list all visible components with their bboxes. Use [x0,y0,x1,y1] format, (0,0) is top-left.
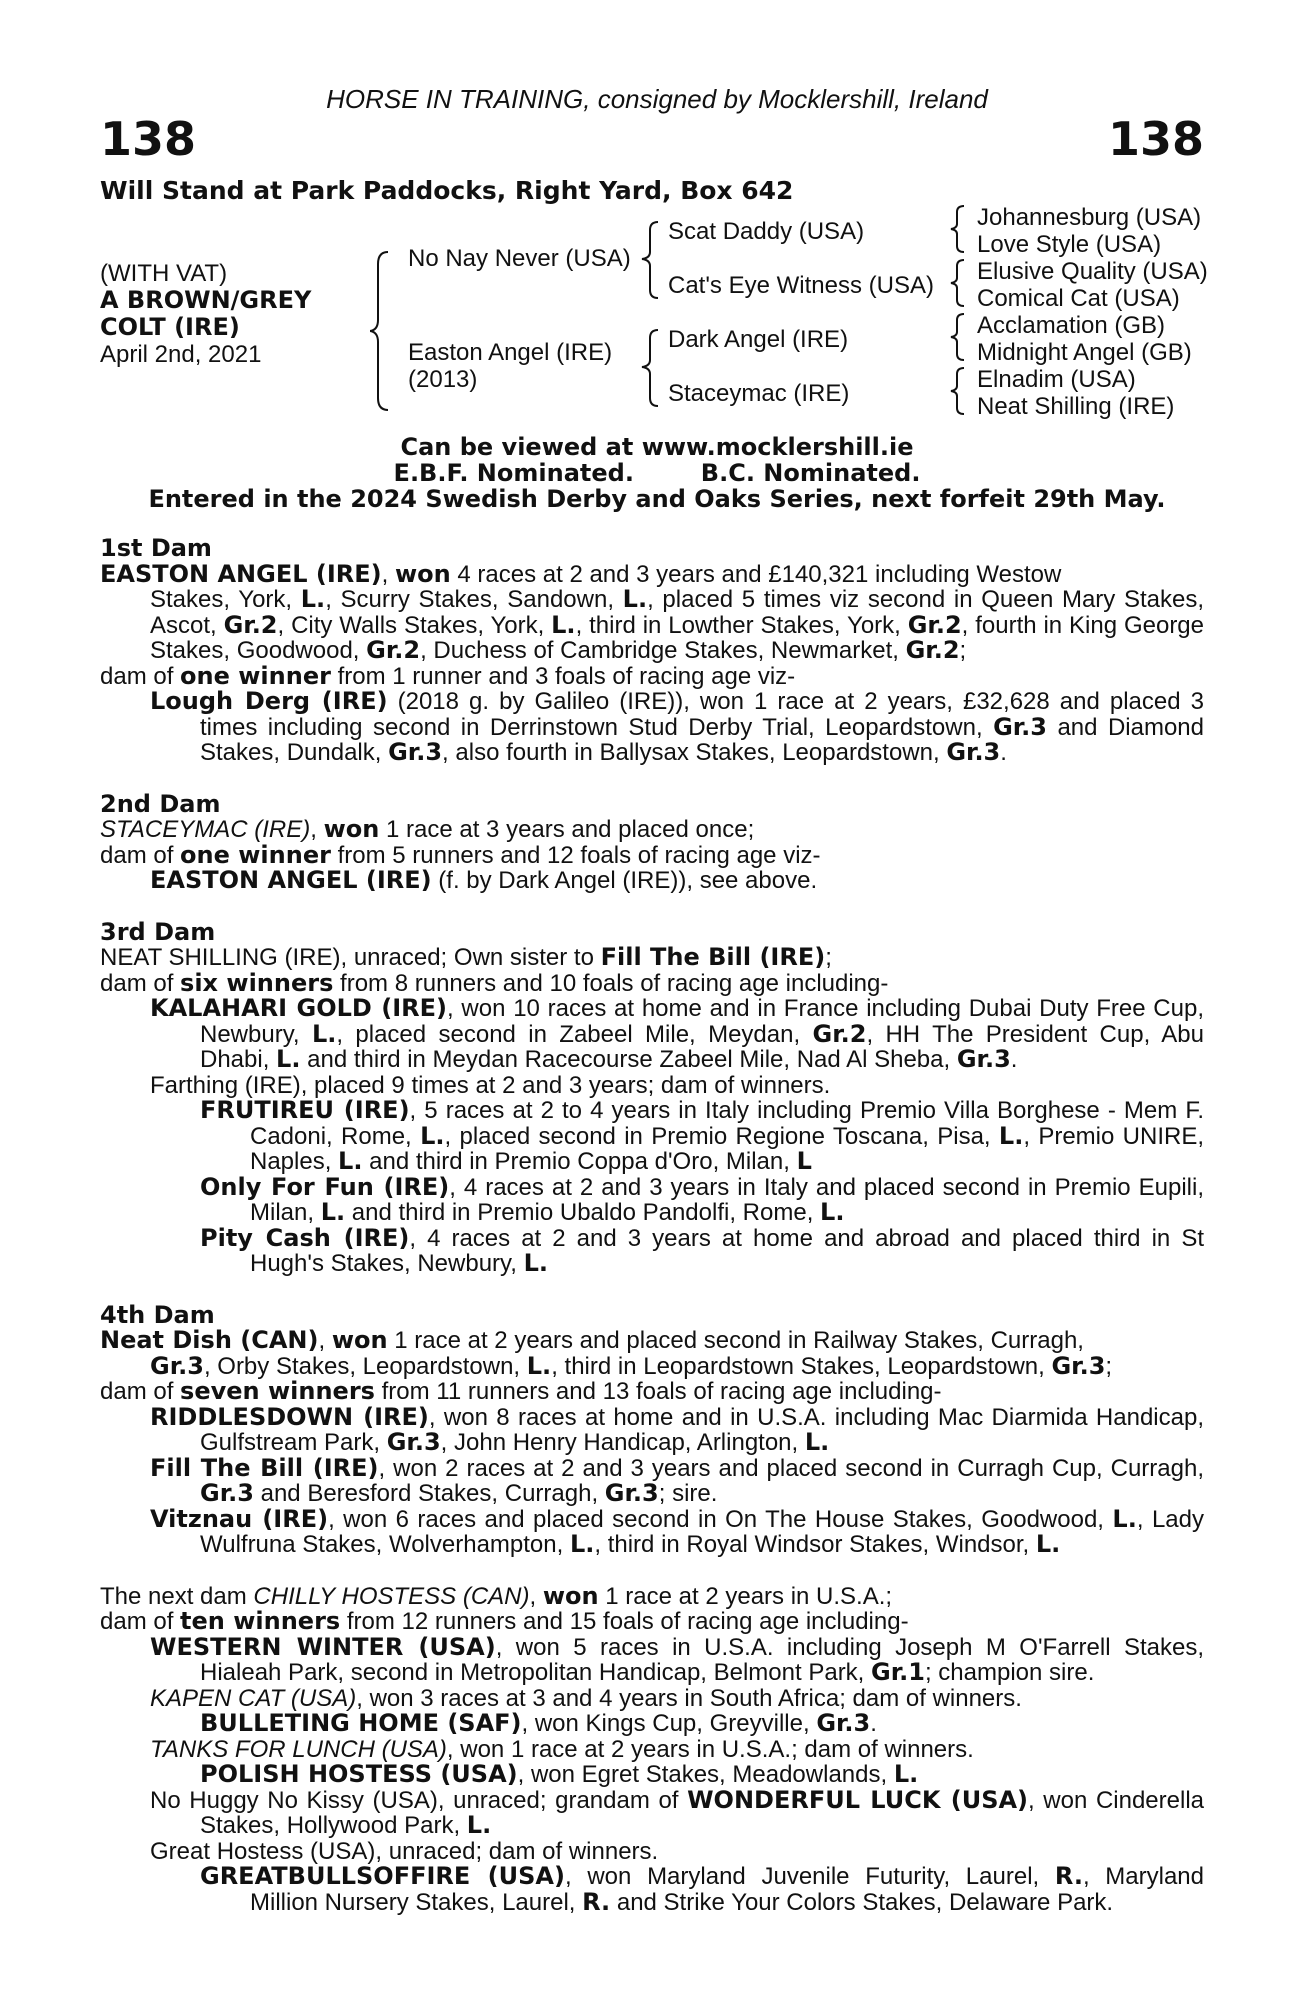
viewing-note: Can be viewed at www.mocklershill.ie [400,433,914,461]
produce-kalahari-gold: KALAHARI GOLD (IRE), won 10 races at home and in France including Dubai Duty Free Cup, Newbury, L., placed second in Zabeel Mile, Meydan, Gr.2, HH The President Cup, Abu Dhabi, L. and third in Meydan Racecourse Zabeel Mile, Nad Al Sheba, Gr.3. [150,994,1205,1073]
produce-farthing: Farthing (IRE), placed 9 times at 2 and 3 years; dam of winners. [150,1071,831,1099]
pedigree-g2: Love Style (USA) [977,231,1162,258]
second-dam-line: STACEYMAC (IRE), won 1 race at 3 years and placed once; [100,815,755,843]
produce-kapen-cat: KAPEN CAT (USA), won 3 races at 3 and 4 years in South Africa; dam of winners. [150,1684,1022,1712]
fourth-dam-section [100,1300,1204,1558]
pedigree-sire-sire: Scat Daddy (USA) [668,218,865,245]
pedigree-dam-year: (2013) [408,366,478,393]
produce-no-huggy-no-kissy: No Huggy No Kissy (USA), unraced; grandam of WONDERFUL LUCK (USA), won Cinderella Stakes, Hollywood Park, L. [150,1785,1204,1839]
lot-number-right: 138 [1107,112,1204,166]
pedigree-g3: Elusive Quality (USA) [977,258,1208,285]
pedigree-brace-dam [640,328,664,408]
produce-bulleting-home: BULLETING HOME (SAF), won Kings Cup, Greyville, Gr.3. [200,1709,877,1737]
first-dam-paragraph-cont: Stakes, York, L., Scurry Stakes, Sandown, L., placed 5 times viz second in Queen Mary Stakes, Ascot, Gr.2, City Walls Stakes, York, L., third in Lowther Stakes, York, Gr.2, fourth in King George Stakes, Goodwood, Gr.2, Duchess of Cambridge Stakes, Newmarket, Gr.2; [150,585,1205,664]
third-dam-heading: 3rd Dam [100,917,216,946]
catalogue-body [100,536,1204,1915]
pedigree-sire: No Nay Never (USA) [408,245,631,272]
produce-vitznau: Vitznau (IRE), won 6 races and placed second in On The House Stakes, Goodwood, L., Lady Wulfruna Stakes, Wolverhampton, L., third in Royal Windsor Stakes, Windsor, L. [150,1504,1204,1558]
first-dam-section [100,536,1204,766]
produce-lough-derg: Lough Derg (IRE) (2018 g. by Galileo (IRE)), won 1 race at 2 years, £32,628 and placed 3 times including second in Derrinstown Stud Derby Trial, Leopardstown, Gr.3 and Diamond Stakes, Dundalk, Gr.3, also fourth in Ballysax Stakes, Leopardstown, Gr.3. [150,687,1204,766]
next-dam-produce-line: dam of ten winners from 12 runners and 15 foals of racing age including- [100,1607,909,1635]
third-dam-section [100,917,1205,1277]
fourth-dam-heading: 4th Dam [100,1300,215,1329]
pedigree-brace-g78 [948,366,968,416]
third-dam-produce-line: dam of six winners from 8 runners and 10 foals of racing age including- [100,968,889,997]
produce-riddlesdown: RIDDLESDOWN (IRE), won 8 races at home and in U.S.A. including Mac Diarmida Handicap, Gulfstream Park, Gr.3, John Henry Handicap, Arlington, L. [150,1402,1204,1456]
first-dam-heading: 1st Dam [100,534,212,562]
produce-greatbullsoffire: GREATBULLSOFFIRE (USA), won Maryland Juvenile Futurity, Laurel, R., Maryland Million Nursery Stakes, Laurel, R. and Strike Your Colors Stakes, Delaware Park. [200,1862,1205,1916]
bc-note: B.C. Nominated. [700,459,921,487]
fourth-dam-produce-line: dam of seven winners from 11 runners and 13 foals of racing age including- [100,1377,942,1405]
produce-tanks-for-lunch: TANKS FOR LUNCH (USA), won 1 race at 2 years in U.S.A.; dam of winners. [150,1735,974,1763]
vat-note: (WITH VAT) [100,260,228,287]
fourth-dam-line-cont: Gr.3, Orby Stakes, Leopardstown, L., third in Leopardstown Stakes, Leopardstown, Gr.3; [150,1351,1113,1380]
produce-easton-angel: EASTON ANGEL (IRE) (f. by Dark Angel (IRE)), see above. [150,866,818,894]
next-dam-section [100,1581,1205,1916]
third-dam-line: NEAT SHILLING (IRE), unraced; Own sister to Fill The Bill (IRE); [100,943,832,971]
entered-note: Entered in the 2024 Swedish Derby and Oaks Series, next forfeit 29th May. [148,485,1166,513]
produce-western-winter: WESTERN WINTER (USA), won 5 races in U.S.A. including Joseph M O'Farrell Stakes, Hialeah Park, second in Metropolitan Handicap, Belmont Park, Gr.1; champion sire. [150,1632,1204,1686]
horse-description-1: A BROWN/GREY [100,286,312,314]
pedigree-brace-g34 [948,258,968,308]
pedigree-g6: Midnight Angel (GB) [977,339,1192,366]
produce-pity-cash: Pity Cash (IRE), 4 races at 2 and 3 years at home and abroad and placed third in St Hugh's Stakes, Newbury, L. [200,1223,1204,1277]
stand-location: Will Stand at Park Paddocks, Right Yard, Box 642 [100,176,794,205]
foaling-date: April 2nd, 2021 [100,341,262,368]
pedigree-g4: Comical Cat (USA) [977,285,1180,312]
first-dam-produce-line: dam of one winner from 1 runner and 3 foals of racing age viz- [100,661,796,690]
pedigree-g7: Elnadim (USA) [977,366,1136,393]
produce-polish-hostess: POLISH HOSTESS (USA), won Egret Stakes, Meadowlands, L. [200,1760,919,1788]
produce-only-for-fun: Only For Fun (IRE), 4 races at 2 and 3 years in Italy and placed second in Premio Eupili, Milan, L. and third in Premio Ubaldo Pandolfi, Rome, L. [200,1172,1204,1226]
pedigree-brace-g12 [948,204,968,254]
second-dam-heading: 2nd Dam [100,789,221,818]
produce-fill-the-bill: Fill The Bill (IRE), won 2 races at 2 and 3 years and placed second in Curragh Cup, Curragh, Gr.3 and Beresford Stakes, Curragh, Gr.3; sire. [150,1453,1204,1507]
pedigree-brace-main [370,250,400,412]
horse-description-2: COLT (IRE) [100,313,240,341]
pedigree-dam-sire: Dark Angel (IRE) [668,326,849,353]
produce-frutireu: FRUTIREU (IRE), 5 races at 2 to 4 years in Italy including Premio Villa Borghese - Mem F. Cadoni, Rome, L., placed second in Premio Regione Toscana, Pisa, L., Premio UNIRE, Naples, L. and third in Premio Coppa d'Oro, Milan, L [200,1096,1205,1175]
pedigree-g1: Johannesburg (USA) [977,204,1202,231]
ebf-note: E.B.F. Nominated. [393,459,634,487]
pedigree-g8: Neat Shilling (IRE) [977,393,1175,420]
second-dam-section [100,789,1204,894]
page-header: HORSE IN TRAINING, consigned by Mocklershill, Ireland [326,84,988,114]
pedigree-sire-dam: Cat's Eye Witness (USA) [668,272,934,299]
next-dam-line: The next dam CHILLY HOSTESS (CAN), won 1 race at 2 years in U.S.A.; [100,1581,893,1610]
pedigree-brace-sire [640,220,664,300]
second-dam-produce-line: dam of one winner from 5 runners and 12 foals of racing age viz- [100,840,821,869]
pedigree-g5: Acclamation (GB) [977,312,1166,339]
lot-number-left: 138 [100,112,197,166]
nominations-note [0,460,1314,486]
first-dam-paragraph: EASTON ANGEL (IRE), won 4 races at 2 and 3 years and £140,321 including Westow [100,559,1062,588]
produce-great-hostess: Great Hostess (USA), unraced; dam of winners. [150,1837,659,1865]
pedigree-dam: Easton Angel (IRE) [408,339,613,366]
pedigree-brace-g56 [948,312,968,362]
fourth-dam-line: Neat Dish (CAN), won 1 race at 2 years and placed second in Railway Stakes, Curragh, [100,1326,1084,1354]
pedigree-dam-dam: Staceymac (IRE) [668,380,850,407]
